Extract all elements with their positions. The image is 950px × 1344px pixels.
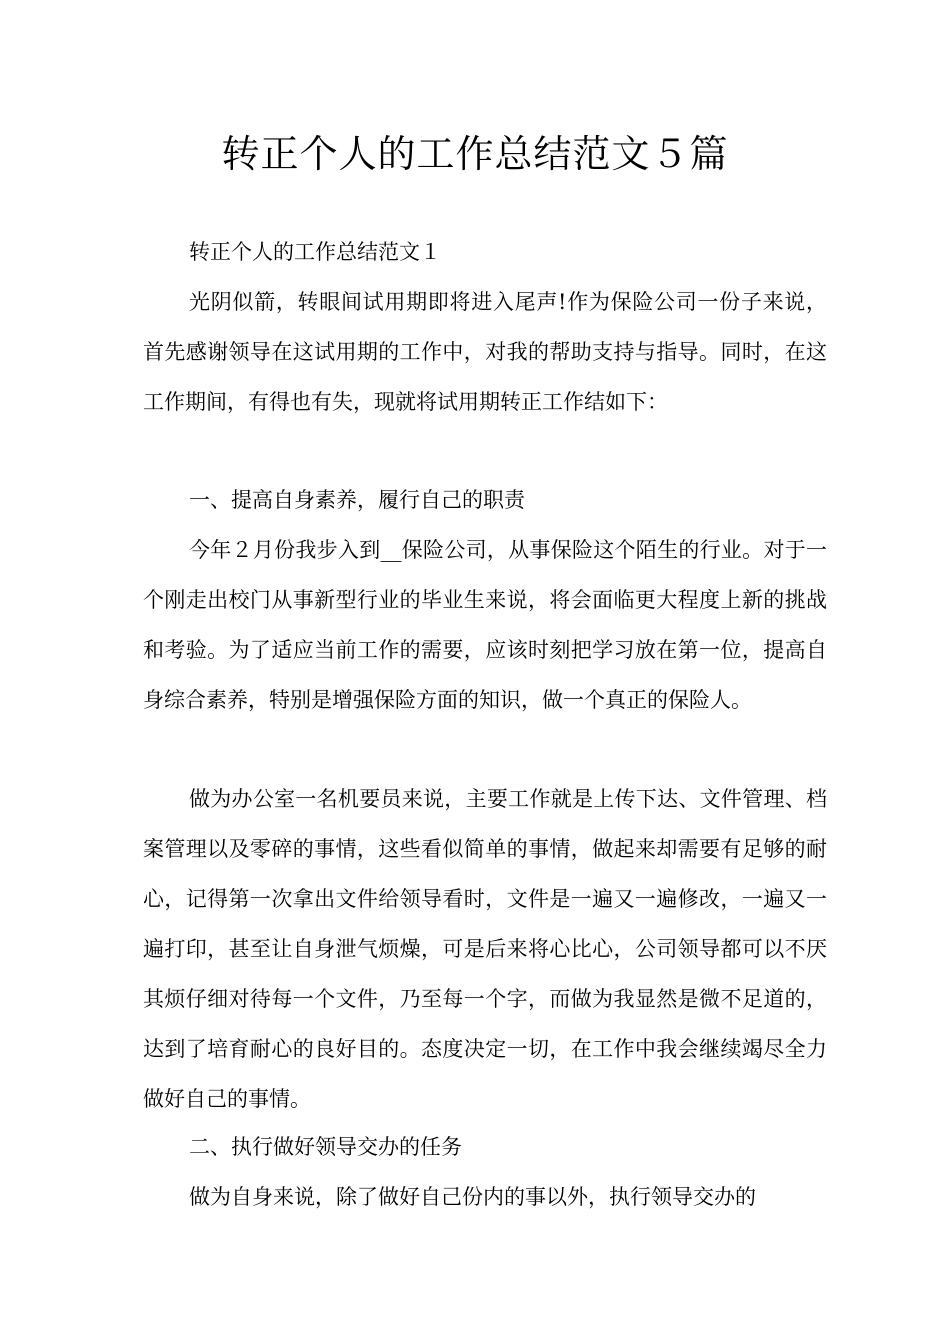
section-heading-2: 二、执行做好领导交办的任务 [189,1135,462,1159]
paragraph-section-1b: 做为办公室一名机要员来说，主要工作就是上传下达、文件管理、档案管理以及零碎的事情，这些看似简单的事情，做起来却需要有足够的耐心，记得第一次拿出文件给领导看时，文件是一遍又一遍修改，一遍又一遍打印，甚至让自身泄气烦燥，可是后来将心比心，公司领导都可以不厌其烦仔细对待每一个文件，乃至每一个字，而做为我显然是微不足道的，达到了培育耐心的良好目的。态度决定一切，在工作中我会继续竭尽全力做好自己的事情。 [143,787,827,1111]
paragraph-section-1a: 今年２月份我步入到__保险公司，从事保险这个陌生的行业。对于一个刚走出校门从事新型行业的毕业生来说，将会面临更大程度上新的挑战和考验。为了适应当前工作的需要，应该时刻把学习放在第一位，提高自身综合素养，特别是增强保险方面的知识，做一个真正的保险人。 [143,538,827,712]
paragraph-subtitle: 转正个人的工作总结范文１ [189,240,441,264]
document-title: 转正个人的工作总结范文５篇 [221,132,729,176]
paragraph-intro: 光阴似箭，转眼间试用期即将进入尾声!作为保险公司一份子来说，首先感谢领导在这试用期的工作中，对我的帮助支持与指导。同时，在这工作期间，有得也有失，现就将试用期转正工作结如下： [143,290,827,414]
paragraph-section-2a: 做为自身来说，除了做好自己份内的事以外，执行领导交办的 [189,1185,756,1209]
section-heading-1: 一、提高自身素养，履行自己的职责 [189,488,525,512]
